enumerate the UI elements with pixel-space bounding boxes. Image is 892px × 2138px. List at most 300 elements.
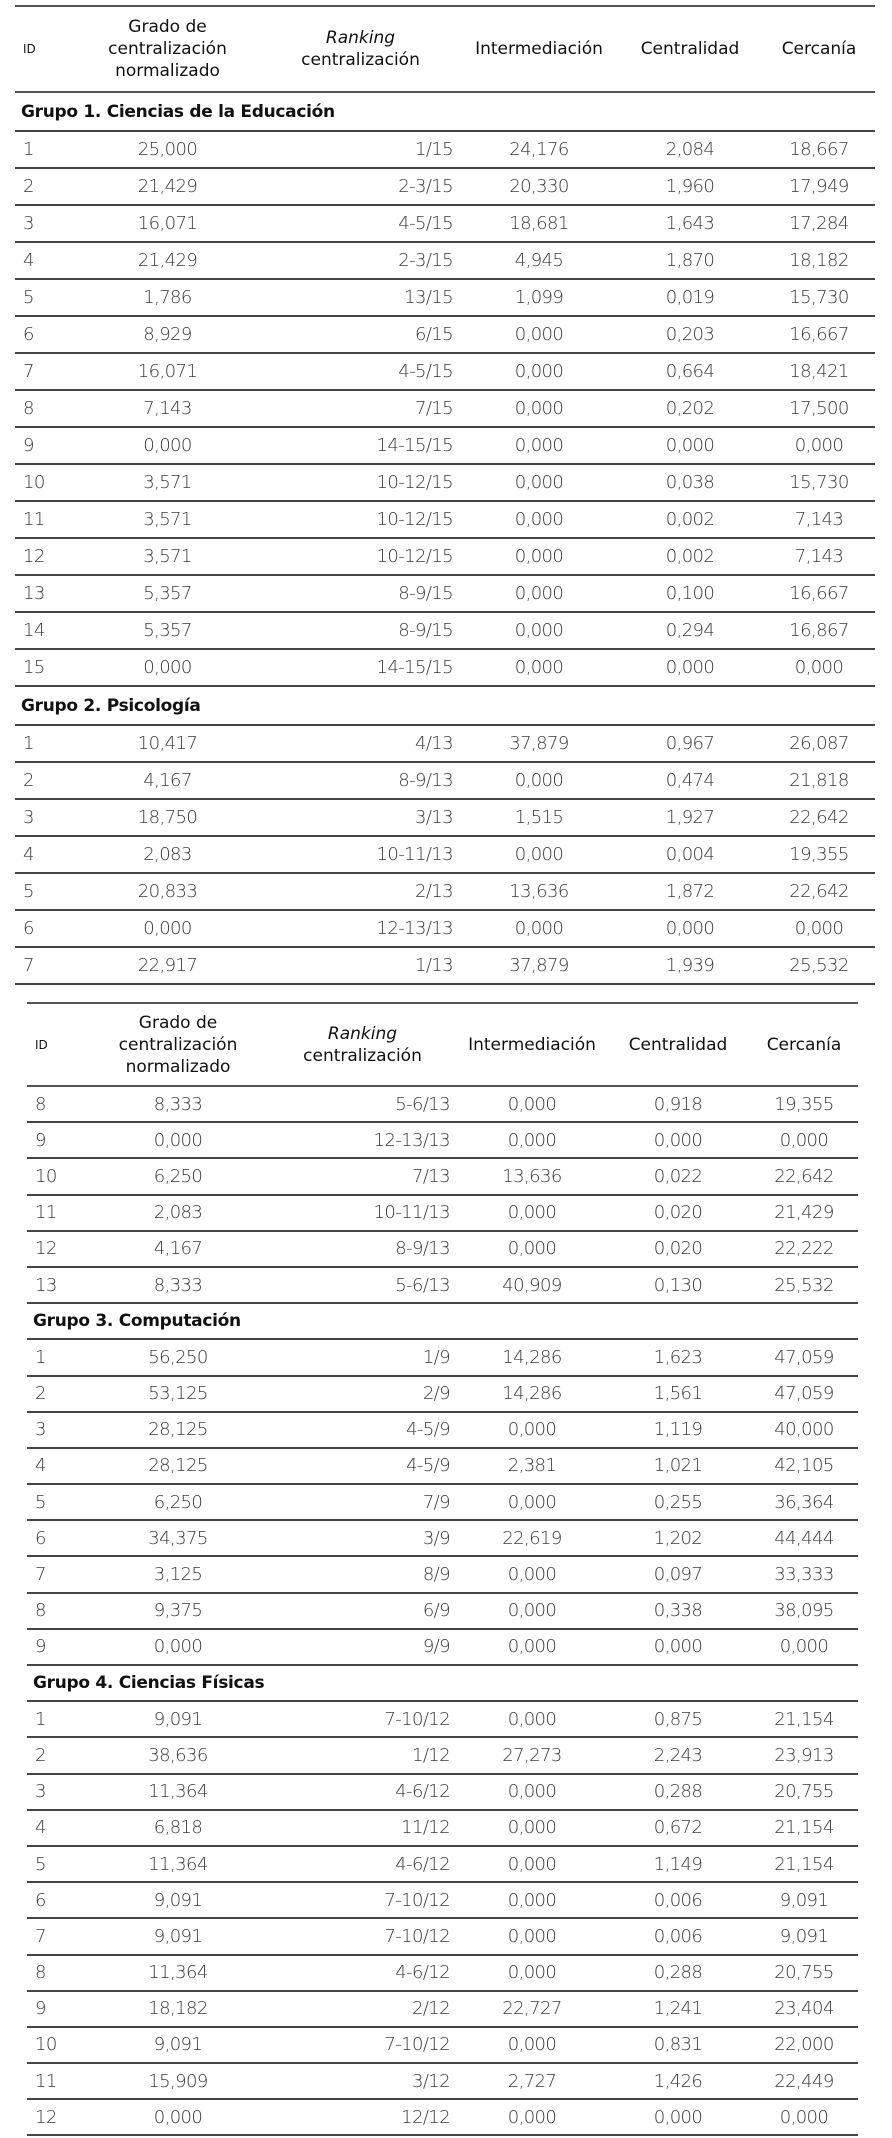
cell-cercania: 38,095 [774, 1600, 834, 1622]
cell-intermediacion: 14,286 [502, 1346, 562, 1368]
table-row [15, 910, 875, 947]
header-text: Grado de [138, 1012, 218, 1033]
table-row [27, 1955, 858, 1991]
cell-grado: 9,091 [153, 1708, 203, 1730]
cell-intermediacion: 22,727 [502, 1998, 562, 2020]
cell-id: 13 [35, 1274, 57, 1296]
cell-ranking: 10-11/13 [376, 844, 453, 865]
cell-centralidad: 0,294 [665, 620, 715, 641]
cell-cercania: 22,642 [789, 881, 849, 902]
cell-cercania: 17,284 [789, 213, 849, 234]
cell-grado: 4,167 [153, 1238, 203, 1260]
table-row [15, 464, 875, 501]
cell-grado: 21,429 [137, 250, 198, 271]
cell-ranking: 10-12/15 [376, 509, 453, 530]
table-row [27, 1086, 858, 1122]
cell-ranking: 1/9 [422, 1346, 450, 1368]
cell-centralidad: 0,002 [665, 509, 715, 530]
cell-centralidad: 0,019 [665, 287, 715, 308]
cell-ranking: 9/9 [422, 1636, 450, 1658]
cell-cercania: 22,449 [774, 2070, 834, 2092]
table-row [15, 575, 875, 612]
cell-ranking: 4-6/12 [395, 1962, 450, 1984]
cell-cercania: 42,105 [774, 1455, 834, 1477]
cell-intermediacion: 22,619 [502, 1527, 562, 1549]
cell-centralidad: 1,939 [665, 955, 715, 976]
table-row [27, 1882, 858, 1918]
table-row [15, 725, 875, 762]
cell-cercania: 44,444 [774, 1527, 834, 1549]
cell-centralidad: 1,241 [653, 1998, 703, 2020]
cell-id: 3 [23, 213, 34, 234]
cell-intermediacion: 0,000 [507, 1564, 557, 1586]
cell-ranking: 2/13 [414, 881, 453, 902]
cell-cercania: 19,355 [774, 1093, 834, 1115]
cell-ranking: 1/13 [414, 955, 453, 976]
cell-centralidad: 0,000 [665, 435, 715, 456]
cell-id: 5 [35, 1853, 46, 1875]
header-text: centralización [118, 1034, 238, 1055]
cell-ranking: 8-9/15 [398, 620, 453, 641]
table-part-1 [15, 5, 875, 985]
cell-intermediacion: 0,000 [507, 1962, 557, 1984]
col-header-grado [89, 1003, 267, 1086]
cell-ranking: 5-6/13 [395, 1093, 450, 1115]
cell-id: 4 [23, 844, 34, 865]
col-header-ranking [267, 1003, 458, 1086]
cell-intermediacion: 0,000 [507, 1491, 557, 1513]
cell-ranking: 4/13 [414, 733, 453, 754]
cell-id: 5 [23, 881, 34, 902]
cell-centralidad: 0,288 [653, 1962, 703, 1984]
cell-id: 6 [23, 918, 34, 939]
table-row [15, 873, 875, 910]
cell-grado: 34,375 [148, 1527, 208, 1549]
group-header-row [27, 1303, 858, 1339]
cell-ranking: 2-3/15 [398, 176, 453, 197]
cell-centralidad: 0,000 [665, 918, 715, 939]
table-row [27, 1737, 858, 1773]
cell-centralidad: 1,021 [653, 1455, 703, 1477]
cell-ranking: 8-9/13 [395, 1238, 450, 1260]
cell-centralidad: 1,426 [653, 2070, 703, 2092]
cell-intermediacion: 1,515 [514, 807, 564, 828]
cell-centralidad: 0,672 [653, 1817, 703, 1839]
cell-grado: 4,167 [143, 770, 192, 791]
cell-grado: 20,833 [137, 881, 198, 902]
cell-grado: 53,125 [148, 1383, 208, 1405]
group-label: Grupo 1. Ciencias de la Educación [21, 101, 335, 122]
cell-cercania: 19,355 [789, 844, 849, 865]
table-row [27, 1195, 858, 1231]
cell-grado: 28,125 [148, 1455, 208, 1477]
cell-grado: 2,083 [143, 844, 192, 865]
cell-centralidad: 1,927 [665, 807, 715, 828]
cell-centralidad: 0,664 [665, 361, 715, 382]
cell-centralidad: 0,002 [665, 546, 715, 567]
cell-id: 12 [35, 1238, 57, 1260]
cell-intermediacion: 0,000 [514, 324, 564, 345]
cell-centralidad: 0,000 [653, 1636, 703, 1658]
cell-id: 1 [23, 139, 34, 160]
cell-cercania: 47,059 [774, 1383, 834, 1405]
cell-id: 2 [23, 176, 34, 197]
cell-centralidad: 0,006 [653, 1925, 703, 1947]
cell-intermediacion: 0,000 [507, 1093, 557, 1115]
cell-centralidad: 0,203 [665, 324, 715, 345]
cell-ranking: 7-10/12 [384, 1889, 450, 1911]
cell-intermediacion: 18,681 [509, 213, 569, 234]
cell-centralidad: 0,288 [653, 1781, 703, 1803]
table-row [15, 762, 875, 799]
cell-id: 7 [35, 1925, 46, 1947]
cell-centralidad: 1,870 [665, 250, 715, 271]
cell-ranking: 6/15 [414, 324, 453, 345]
cell-grado: 16,071 [137, 361, 198, 382]
cell-intermediacion: 24,176 [509, 139, 569, 160]
cell-centralidad: 0,038 [665, 472, 715, 493]
cell-centralidad: 0,006 [653, 1889, 703, 1911]
cell-centralidad: 0,255 [653, 1491, 703, 1513]
table-body [15, 92, 875, 984]
cell-centralidad: 1,643 [665, 213, 715, 234]
table-row [27, 1918, 858, 1954]
cell-intermediacion: 13,636 [509, 881, 569, 902]
cell-intermediacion: 0,000 [507, 1419, 557, 1441]
cell-ranking: 14-15/15 [376, 435, 453, 456]
table-row [27, 1991, 858, 2027]
table-row [27, 1412, 858, 1448]
cell-id: 9 [35, 1636, 46, 1658]
cell-grado: 9,091 [153, 1889, 203, 1911]
cell-cercania: 17,949 [789, 176, 849, 197]
cell-ranking: 4-6/12 [395, 1853, 450, 1875]
cell-cercania: 18,421 [789, 361, 849, 382]
centralization-table [15, 5, 875, 985]
table-row [27, 1231, 858, 1267]
group-label: Grupo 3. Computación [33, 1311, 241, 1332]
table-row [27, 1158, 858, 1194]
cell-intermediacion: 0,000 [507, 1202, 557, 1224]
table-row [15, 427, 875, 464]
cell-intermediacion: 40,909 [502, 1274, 562, 1296]
table-row [15, 649, 875, 686]
cell-cercania: 0,000 [779, 1129, 829, 1151]
table-row [15, 131, 875, 168]
header-text: centralización [301, 50, 420, 70]
cell-id: 5 [23, 287, 34, 308]
header-text: Ranking [325, 28, 396, 48]
cell-id: 2 [35, 1744, 46, 1766]
cell-grado: 0,000 [143, 435, 192, 456]
cell-ranking: 7-10/12 [384, 1708, 450, 1730]
cell-ranking: 3/13 [414, 807, 453, 828]
cell-cercania: 21,154 [774, 1708, 834, 1730]
cell-ranking: 10-11/13 [373, 1202, 450, 1224]
cell-grado: 9,091 [153, 2034, 203, 2056]
cell-cercania: 9,091 [779, 1889, 829, 1911]
cell-cercania: 16,667 [789, 583, 849, 604]
cell-cercania: 16,867 [789, 620, 849, 641]
cell-cercania: 9,091 [779, 1925, 829, 1947]
cell-id: 4 [35, 1455, 46, 1477]
cell-centralidad: 2,243 [653, 1744, 703, 1766]
cell-grado: 8,929 [143, 324, 192, 345]
cell-cercania: 22,642 [774, 1165, 834, 1187]
cell-id: 8 [23, 398, 34, 419]
centralization-table-continued [27, 1002, 858, 2136]
cell-cercania: 7,143 [794, 509, 844, 530]
cell-centralidad: 2,084 [665, 139, 715, 160]
cell-grado: 21,429 [137, 176, 198, 197]
cell-cercania: 25,532 [774, 1274, 834, 1296]
cell-intermediacion: 2,381 [507, 1455, 557, 1477]
cell-intermediacion: 0,000 [507, 1817, 557, 1839]
header-text: normalizado [115, 61, 220, 81]
cell-intermediacion: 0,000 [507, 2106, 557, 2128]
cell-centralidad: 0,338 [653, 1600, 703, 1622]
cell-ranking: 7/15 [414, 398, 453, 419]
cell-centralidad: 0,831 [653, 2034, 703, 2056]
cell-centralidad: 0,022 [653, 1165, 703, 1187]
col-header-id: ID [35, 1037, 48, 1052]
table-row [27, 1774, 858, 1810]
group-header-row [27, 1665, 858, 1701]
cell-id: 9 [35, 1129, 46, 1151]
group-header-row [15, 686, 875, 725]
col-header-ranking [260, 6, 461, 92]
cell-centralidad: 1,623 [653, 1346, 703, 1368]
cell-cercania: 47,059 [774, 1346, 834, 1368]
cell-grado: 11,364 [148, 1853, 208, 1875]
cell-id: 9 [35, 1998, 46, 2020]
table-row [27, 1339, 858, 1375]
table-row [27, 1629, 858, 1665]
cell-centralidad: 0,130 [653, 1274, 703, 1296]
cell-ranking: 7-10/12 [384, 2034, 450, 2056]
cell-id: 4 [23, 250, 34, 271]
cell-grado: 56,250 [148, 1346, 208, 1368]
cell-ranking: 7/13 [411, 1165, 450, 1187]
cell-grado: 8,333 [153, 1093, 203, 1115]
header-row [15, 6, 875, 92]
cell-id: 3 [35, 1419, 46, 1441]
cell-intermediacion: 0,000 [507, 1925, 557, 1947]
cell-cercania: 0,000 [779, 2106, 829, 2128]
cell-cercania: 22,222 [774, 1238, 834, 1260]
cell-grado: 3,571 [143, 546, 192, 567]
table-row [27, 1267, 858, 1303]
cell-ranking: 6/9 [422, 1600, 450, 1622]
cell-intermediacion: 0,000 [514, 398, 564, 419]
cell-ranking: 8/9 [422, 1564, 450, 1586]
cell-grado: 11,364 [148, 1962, 208, 1984]
table-row [27, 2063, 858, 2099]
cell-centralidad: 0,100 [665, 583, 715, 604]
cell-cercania: 36,364 [774, 1491, 834, 1513]
cell-centralidad: 1,561 [653, 1383, 703, 1405]
cell-centralidad: 1,119 [653, 1419, 703, 1441]
cell-centralidad: 0,967 [665, 733, 715, 754]
cell-grado: 16,071 [137, 213, 198, 234]
cell-ranking: 2-3/15 [398, 250, 453, 271]
header-text: centralización [303, 1045, 422, 1066]
cell-grado: 0,000 [153, 1636, 203, 1658]
cell-grado: 25,000 [137, 139, 198, 160]
cell-id: 10 [35, 2034, 57, 2056]
table-row [27, 1701, 858, 1737]
table-row [27, 1556, 858, 1592]
cell-id: 12 [23, 546, 45, 567]
cell-intermediacion: 0,000 [514, 435, 564, 456]
cell-id: 11 [35, 2070, 57, 2092]
table-row [15, 836, 875, 873]
group-label: Grupo 2. Psicología [21, 695, 201, 716]
cell-ranking: 12-13/13 [376, 918, 453, 939]
cell-centralidad: 0,097 [653, 1564, 703, 1586]
cell-id: 11 [23, 509, 45, 530]
cell-grado: 6,818 [153, 1817, 203, 1839]
cell-grado: 0,000 [153, 2106, 203, 2128]
cell-cercania: 15,730 [789, 472, 849, 493]
cell-intermediacion: 0,000 [514, 546, 564, 567]
col-header-intermediacion: Intermediación [475, 39, 603, 59]
cell-ranking: 2/12 [411, 1998, 450, 2020]
cell-ranking: 4-6/12 [395, 1781, 450, 1803]
cell-intermediacion: 0,000 [507, 1708, 557, 1730]
cell-id: 7 [23, 955, 34, 976]
cell-intermediacion: 0,000 [507, 1889, 557, 1911]
cell-ranking: 2/9 [422, 1383, 450, 1405]
cell-ranking: 1/12 [411, 1744, 450, 1766]
cell-intermediacion: 1,099 [514, 287, 564, 308]
cell-ranking: 3/12 [411, 2070, 450, 2092]
col-header-centralidad: Centralidad [640, 39, 740, 59]
cell-intermediacion: 0,000 [507, 2034, 557, 2056]
cell-ranking: 12-13/13 [373, 1129, 450, 1151]
table-row [15, 947, 875, 984]
cell-grado: 28,125 [148, 1419, 208, 1441]
cell-id: 7 [23, 361, 34, 382]
cell-intermediacion: 13,636 [502, 1165, 562, 1187]
cell-grado: 5,357 [143, 620, 192, 641]
cell-intermediacion: 0,000 [514, 361, 564, 382]
cell-ranking: 4-5/9 [406, 1419, 450, 1441]
cell-centralidad: 0,020 [653, 1238, 703, 1260]
cell-grado: 18,182 [148, 1998, 208, 2020]
table-part-2 [27, 1002, 858, 2136]
cell-ranking: 13/15 [404, 287, 453, 308]
cell-intermediacion: 0,000 [514, 657, 564, 678]
cell-ranking: 11/12 [401, 1817, 450, 1839]
cell-grado: 22,917 [137, 955, 198, 976]
table-row [15, 353, 875, 390]
table-row [27, 2027, 858, 2063]
cell-grado: 2,083 [153, 1202, 203, 1224]
cell-grado: 3,125 [153, 1564, 203, 1586]
col-header-grado [75, 6, 260, 92]
group-header-row [15, 92, 875, 131]
cell-intermediacion: 0,000 [514, 472, 564, 493]
cell-intermediacion: 0,000 [507, 1238, 557, 1260]
table-row [15, 799, 875, 836]
cell-cercania: 18,182 [789, 250, 849, 271]
col-header-cercania: Cercanía [766, 1034, 842, 1055]
cell-grado: 0,000 [143, 657, 192, 678]
cell-grado: 11,364 [148, 1781, 208, 1803]
table-row [27, 2099, 858, 2135]
cell-grado: 38,636 [148, 1744, 208, 1766]
cell-grado: 9,375 [153, 1600, 203, 1622]
cell-cercania: 22,642 [789, 807, 849, 828]
cell-cercania: 0,000 [794, 435, 844, 456]
cell-ranking: 8-9/13 [398, 770, 453, 791]
table-row [15, 242, 875, 279]
cell-id: 9 [23, 435, 34, 456]
cell-cercania: 33,333 [774, 1564, 834, 1586]
cell-cercania: 16,667 [789, 324, 849, 345]
table-row [15, 168, 875, 205]
cell-id: 8 [35, 1962, 46, 1984]
cell-cercania: 21,818 [789, 770, 849, 791]
cell-intermediacion: 0,000 [507, 1129, 557, 1151]
cell-id: 11 [35, 1202, 57, 1224]
table-row [27, 1484, 858, 1520]
cell-intermediacion: 2,727 [507, 2070, 557, 2092]
cell-grado: 6,250 [153, 1165, 203, 1187]
cell-cercania: 15,730 [789, 287, 849, 308]
cell-id: 8 [35, 1093, 46, 1115]
col-header-cercania: Cercanía [781, 39, 857, 59]
col-header-centralidad: Centralidad [628, 1034, 728, 1055]
cell-id: 13 [23, 583, 45, 604]
cell-cercania: 22,000 [774, 2034, 834, 2056]
cell-intermediacion: 0,000 [507, 1600, 557, 1622]
table-body [27, 1086, 858, 2135]
cell-grado: 5,357 [143, 583, 192, 604]
cell-cercania: 0,000 [779, 1636, 829, 1658]
cell-id: 3 [23, 807, 34, 828]
cell-id: 2 [35, 1383, 46, 1405]
cell-intermediacion: 4,945 [514, 250, 564, 271]
cell-intermediacion: 0,000 [514, 583, 564, 604]
cell-id: 10 [23, 472, 45, 493]
col-header-id: ID [23, 42, 36, 56]
cell-centralidad: 0,918 [653, 1093, 703, 1115]
cell-intermediacion: 37,879 [509, 955, 569, 976]
cell-ranking: 5-6/13 [395, 1274, 450, 1296]
cell-ranking: 8-9/15 [398, 583, 453, 604]
cell-ranking: 7/9 [422, 1491, 450, 1513]
cell-cercania: 21,429 [774, 1202, 834, 1224]
cell-id: 6 [23, 324, 34, 345]
cell-ranking: 12/12 [401, 2106, 450, 2128]
cell-centralidad: 0,000 [665, 657, 715, 678]
cell-grado: 9,091 [153, 1925, 203, 1947]
header-row [27, 1003, 858, 1086]
cell-intermediacion: 0,000 [514, 918, 564, 939]
cell-centralidad: 0,000 [653, 2106, 703, 2128]
cell-id: 1 [35, 1708, 46, 1730]
cell-intermediacion: 0,000 [514, 620, 564, 641]
table-row [27, 1593, 858, 1629]
cell-id: 10 [35, 1165, 57, 1187]
cell-intermediacion: 0,000 [514, 770, 564, 791]
cell-ranking: 4-5/9 [406, 1455, 450, 1477]
cell-grado: 10,417 [137, 733, 198, 754]
cell-ranking: 10-12/15 [376, 546, 453, 567]
header-text: normalizado [125, 1056, 231, 1077]
